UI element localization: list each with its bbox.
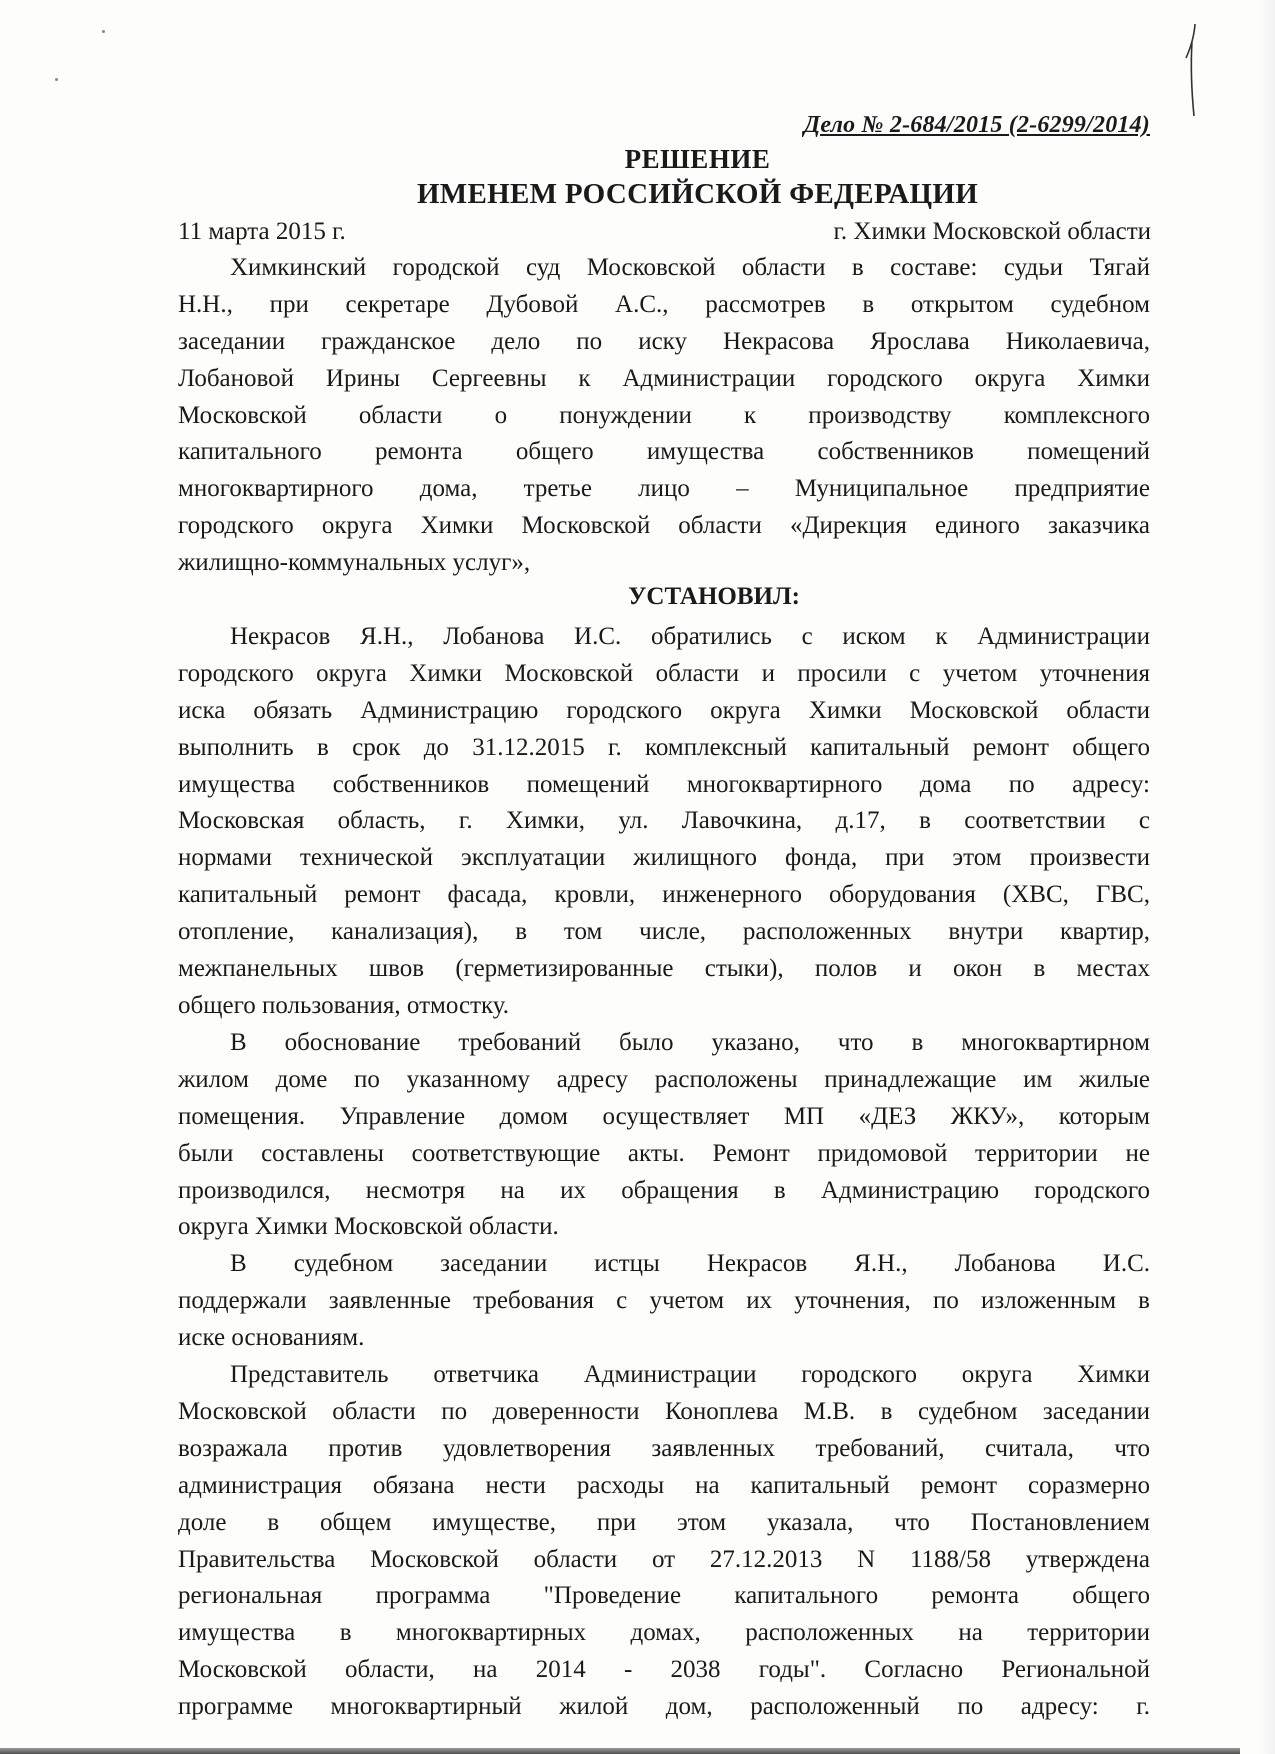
text-line: иске основаниям. — [178, 1324, 365, 1351]
case-number: Дело № 2-684/2015 (2-6299/2014) — [803, 112, 1150, 138]
document-title: РЕШЕНИЕ — [624, 144, 771, 174]
text-line: городского округа Химки Московской области и просили с учетом уточнения — [178, 660, 1150, 687]
text-line: капитального ремонта общего имущества собственников помещений — [178, 438, 1150, 465]
text-line: Московской области о понуждении к производству комплексного — [178, 402, 1150, 429]
text-line: имущества собственников помещений многоквартирного дома по адресу: — [178, 771, 1150, 798]
text-line: заседании гражданское дело по иску Некрасова Ярослава Николаевича, — [178, 328, 1150, 355]
text-line: производился, несмотря на их обращения в Администрацию городского — [178, 1177, 1150, 1204]
text-line: возражала против удовлетворения заявленных требований, считала, что — [178, 1435, 1150, 1462]
text-line: выполнить в срок до 31.12.2015 г. комплексный капитальный ремонт общего — [178, 734, 1150, 761]
scan-bottom-edge — [0, 1748, 1240, 1754]
scan-speck — [102, 30, 105, 33]
text-line: Лобановой Ирины Сергеевны к Администрации городского округа Химки — [178, 365, 1150, 392]
scan-speck — [55, 78, 58, 81]
text-line: нормами технической эксплуатации жилищного фонда, при этом произвести — [178, 844, 1150, 871]
text-line: Правительства Московской области от 27.12.2013 N 1188/58 утверждена — [178, 1546, 1150, 1573]
text-line: помещения. Управление домом осуществляет МП «ДЕЗ ЖКУ», которым — [178, 1103, 1150, 1130]
decision-place: г. Химки Московской области — [833, 218, 1151, 245]
decision-date: 11 марта 2015 г. — [178, 218, 346, 245]
text-line: жилом доме по указанному адресу расположены принадлежащие им жилые — [178, 1066, 1150, 1093]
section-heading: УСТАНОВИЛ: — [628, 583, 800, 610]
text-line: межпанельных швов (герметизированные стыки), полов и окон в местах — [178, 955, 1150, 982]
text-line: региональная программа "Проведение капитального ремонта общего — [178, 1582, 1150, 1609]
text-line: Некрасов Я.Н., Лобанова И.С. обратились с иском к Администрации — [230, 623, 1150, 650]
text-line: округа Химки Московской области. — [178, 1213, 559, 1240]
text-line: жилищно-коммунальных услуг», — [178, 549, 531, 576]
text-line: капитальный ремонт фасада, кровли, инженерного оборудования (ХВС, ГВС, — [178, 881, 1150, 908]
text-line: программе многоквартирный жилой дом, расположенный по адресу: г. — [178, 1693, 1150, 1720]
text-line: Представитель ответчика Администрации городского округа Химки — [230, 1361, 1150, 1388]
text-line: общего пользования, отмостку. — [178, 992, 510, 1019]
text-line: Московской области по доверенности Коноплева М.В. в судебном заседании — [178, 1398, 1150, 1425]
text-line: поддержали заявленные требования с учетом их уточнения, по изложенным в — [178, 1287, 1150, 1314]
handwritten-page-number — [1168, 20, 1208, 130]
text-line: иска обязать Администрацию городского округа Химки Московской области — [178, 697, 1150, 724]
text-line: Московской области, на 2014 - 2038 годы". Согласно Региональной — [178, 1656, 1150, 1683]
text-line: Н.Н., при секретаре Дубовой А.С., рассмотрев в открытом судебном — [178, 291, 1150, 318]
text-line: доле в общем имуществе, при этом указала, что Постановлением — [178, 1509, 1150, 1536]
text-line: городского округа Химки Московской области «Дирекция единого заказчика — [178, 512, 1150, 539]
text-line: отопление, канализация), в том числе, расположенных внутри квартир, — [178, 918, 1150, 945]
scan-edge-shadow — [1259, 0, 1275, 1754]
text-line: многоквартирного дома, третье лицо – Муниципальное предприятие — [178, 475, 1150, 502]
text-line: В обоснование требований было указано, что в многоквартирном — [230, 1029, 1150, 1056]
text-line: были составлены соответствующие акты. Ремонт придомовой территории не — [178, 1140, 1150, 1167]
text-line: Московская область, г. Химки, ул. Лавочкина, д.17, в соответствии с — [178, 807, 1150, 834]
text-line: Химкинский городской суд Московской области в составе: судьи Тягай — [230, 254, 1150, 281]
document-subtitle: ИМЕНЕМ РОССИЙСКОЙ ФЕДЕРАЦИИ — [416, 178, 979, 210]
text-line: администрация обязана нести расходы на капитальный ремонт соразмерно — [178, 1472, 1150, 1499]
text-line: В судебном заседании истцы Некрасов Я.Н., Лобанова И.С. — [230, 1250, 1150, 1277]
text-line: имущества в многоквартирных домах, расположенных на территории — [178, 1619, 1150, 1646]
